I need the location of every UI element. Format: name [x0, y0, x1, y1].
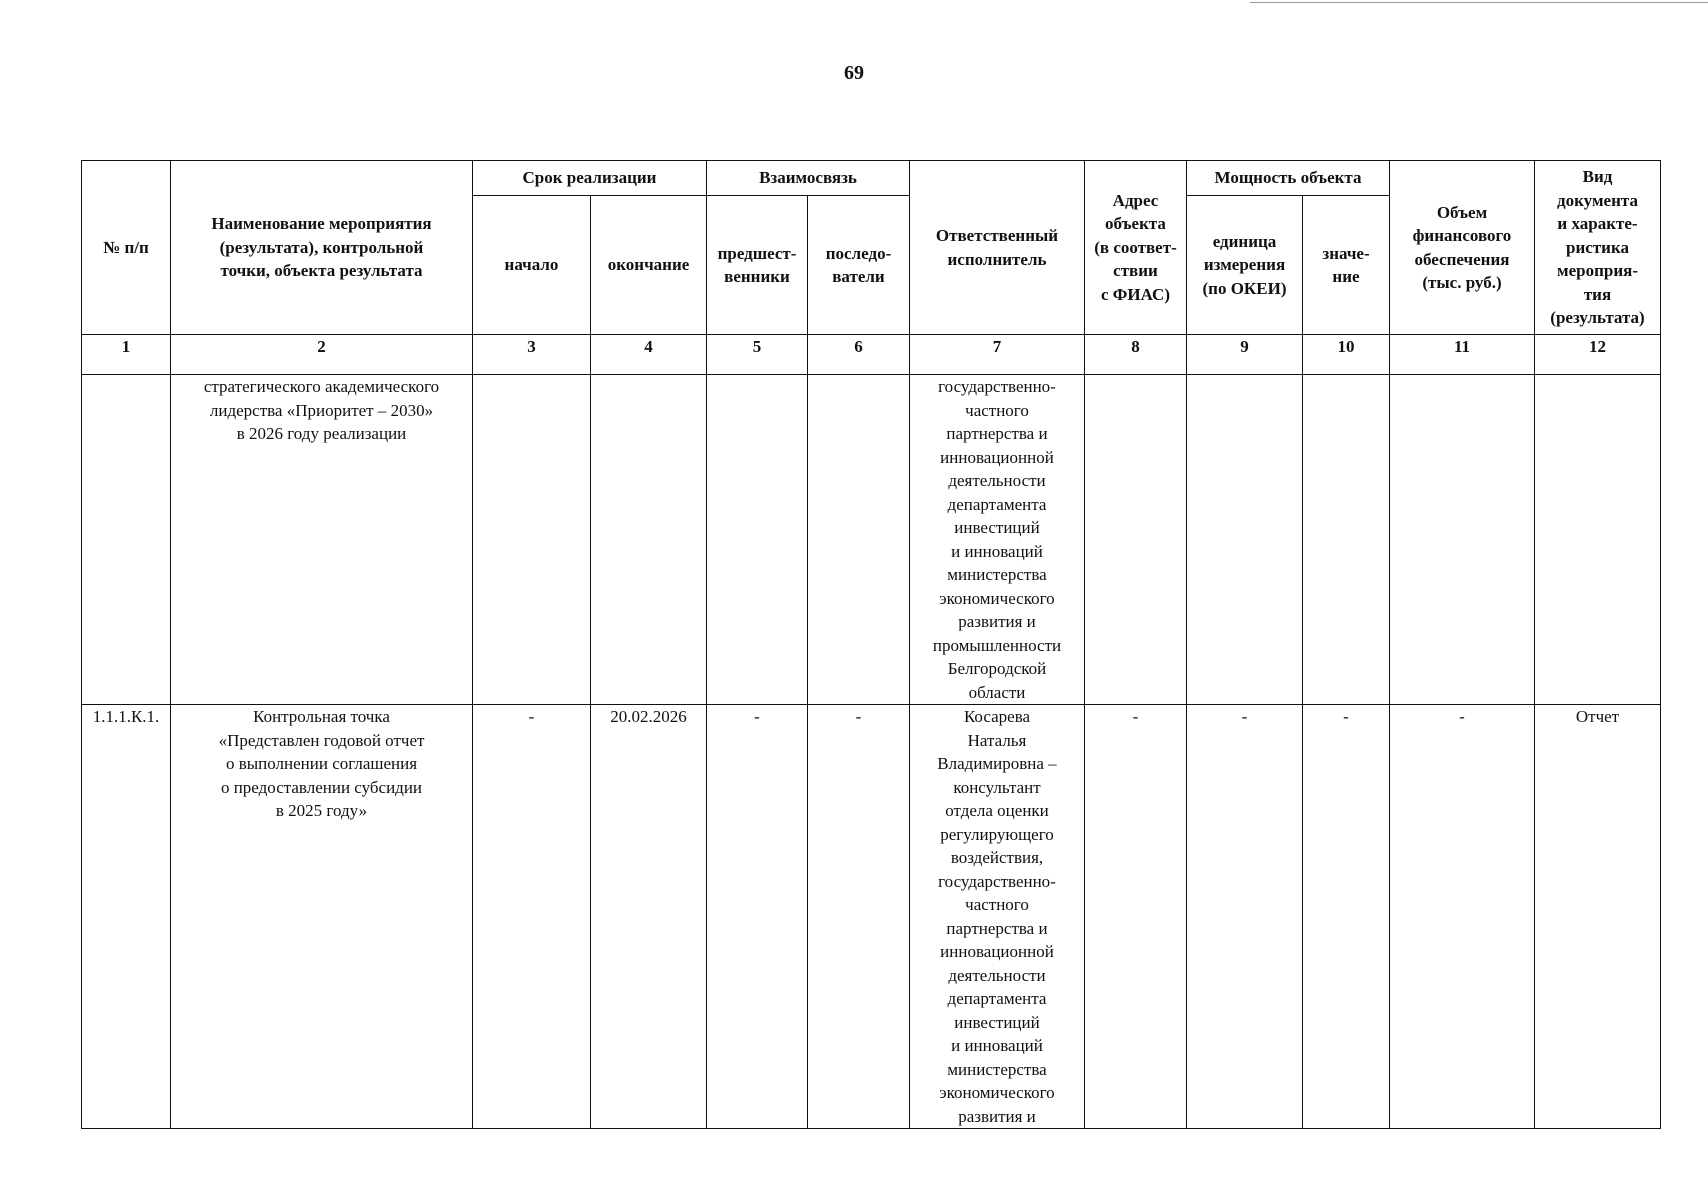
cell-doc-type: Отчет: [1535, 705, 1661, 1129]
column-number: 9: [1187, 335, 1303, 375]
header-name: Наименование мероприятия (результата), контрольной точки, объекта результата: [171, 161, 473, 335]
cell-start: -: [473, 705, 591, 1129]
header-successors: последо- ватели: [808, 196, 910, 335]
header-relation-group: Взаимосвязь: [707, 161, 910, 196]
table-row: [82, 705, 1661, 1129]
cell-unit: [1187, 375, 1303, 705]
cell-address: -: [1085, 705, 1187, 1129]
column-number: 1: [82, 335, 171, 375]
header-unit: единица измерения (по ОКЕИ): [1187, 196, 1303, 335]
cell-successors: [808, 375, 910, 705]
cell-start: [473, 375, 591, 705]
column-number: 7: [910, 335, 1085, 375]
header-predecessors: предшест- венники: [707, 196, 808, 335]
header-row-1: [82, 161, 1661, 196]
cell-num: 1.1.1.К.1.: [82, 705, 171, 1129]
cell-unit: -: [1187, 705, 1303, 1129]
column-number: 8: [1085, 335, 1187, 375]
column-number: 5: [707, 335, 808, 375]
cell-predecessors: -: [707, 705, 808, 1129]
cell-doc-type: [1535, 375, 1661, 705]
column-numbers-row: [82, 335, 1661, 375]
header-doc-type: Вид документа и характе- ристика мероприя- тия (результата): [1535, 161, 1661, 335]
scan-edge-line: [1250, 2, 1708, 3]
header-term-group: Срок реализации: [473, 161, 707, 196]
cell-successors: -: [808, 705, 910, 1129]
cell-executor: государственно- частного партнерства и инновационной деятельности департамента инвестиций и инноваций министерства экономического развития и промышленности Белгородской области: [910, 375, 1085, 705]
cell-value: [1303, 375, 1390, 705]
column-number: 4: [591, 335, 707, 375]
column-number: 6: [808, 335, 910, 375]
column-number: 10: [1303, 335, 1390, 375]
cell-end: 20.02.2026: [591, 705, 707, 1129]
header-num: № п/п: [82, 161, 171, 335]
header-end: окончание: [591, 196, 707, 335]
table-row: [82, 375, 1661, 705]
cell-executor: Косарева Наталья Владимировна – консультант отдела оценки регулирующего воздействия, государственно- частного партнерства и инновационной деятельности департамента инвестиций и инноваций министерства экономического развития и: [910, 705, 1085, 1129]
cell-value: -: [1303, 705, 1390, 1129]
column-number: 3: [473, 335, 591, 375]
cell-name: Контрольная точка «Представлен годовой отчет о выполнении соглашения о предоставлении субсидии в 2025 году»: [171, 705, 473, 1129]
activities-table: [81, 160, 1661, 1129]
cell-predecessors: [707, 375, 808, 705]
page-number: 69: [844, 62, 864, 84]
header-executor: Ответственный исполнитель: [910, 161, 1085, 335]
header-finance: Объем финансового обеспечения (тыс. руб.): [1390, 161, 1535, 335]
column-number: 12: [1535, 335, 1661, 375]
header-start: начало: [473, 196, 591, 335]
column-number: 2: [171, 335, 473, 375]
header-value: значе- ние: [1303, 196, 1390, 335]
column-number: 11: [1390, 335, 1535, 375]
cell-finance: -: [1390, 705, 1535, 1129]
cell-address: [1085, 375, 1187, 705]
header-capacity-group: Мощность объекта: [1187, 161, 1390, 196]
cell-name: стратегического академического лидерства «Приоритет – 2030» в 2026 году реализации: [171, 375, 473, 705]
header-address: Адрес объекта (в соответ- ствии с ФИАС): [1085, 161, 1187, 335]
cell-num: [82, 375, 171, 705]
cell-finance: [1390, 375, 1535, 705]
cell-end: [591, 375, 707, 705]
